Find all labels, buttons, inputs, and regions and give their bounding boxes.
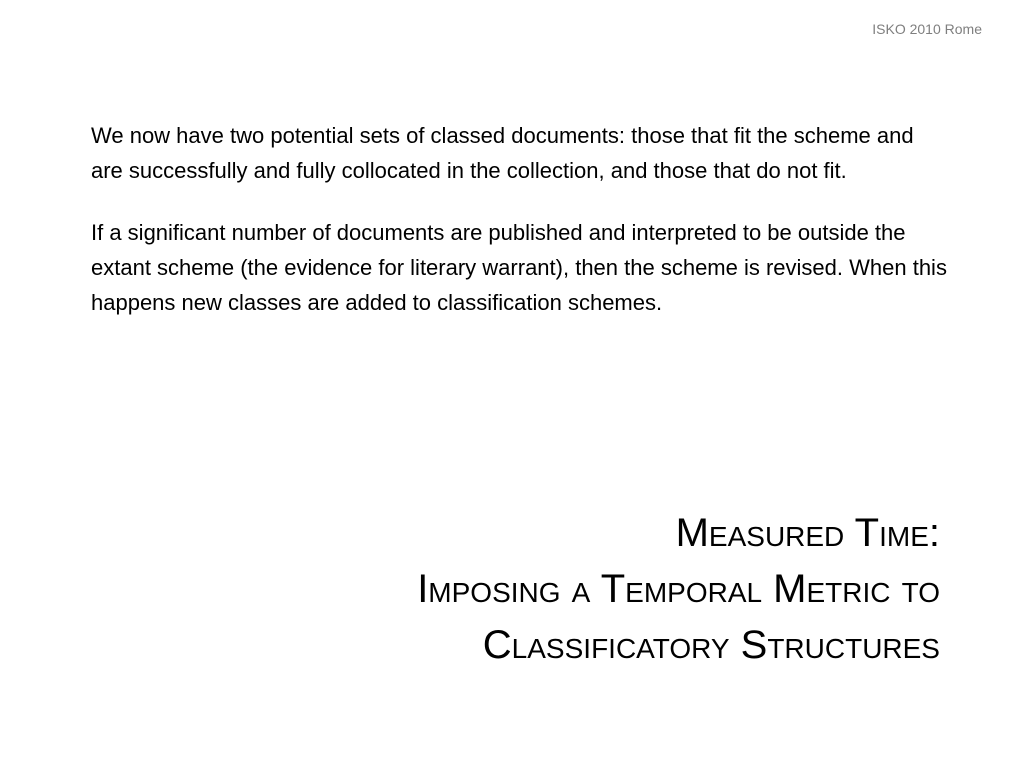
header-note: ISKO 2010 Rome bbox=[872, 21, 982, 37]
slide-body bbox=[91, 118, 951, 320]
title-line-3: Classificatory Structures bbox=[482, 623, 940, 667]
title-line-2: Imposing a Temporal Metric to bbox=[417, 567, 940, 611]
body-paragraph-2: If a significant number of documents are published and interpreted to be outside the extant scheme (the evidence for literary warrant), then the scheme is revised. When this happens new classes are added to classification schemes. bbox=[91, 220, 947, 315]
body-paragraph-1: We now have two potential sets of classed documents: those that fit the scheme and are successfully and fully collocated in the collection, and those that do not fit. bbox=[91, 123, 914, 183]
title-line-1: Measured Time: bbox=[675, 511, 940, 555]
slide-title bbox=[80, 505, 940, 673]
